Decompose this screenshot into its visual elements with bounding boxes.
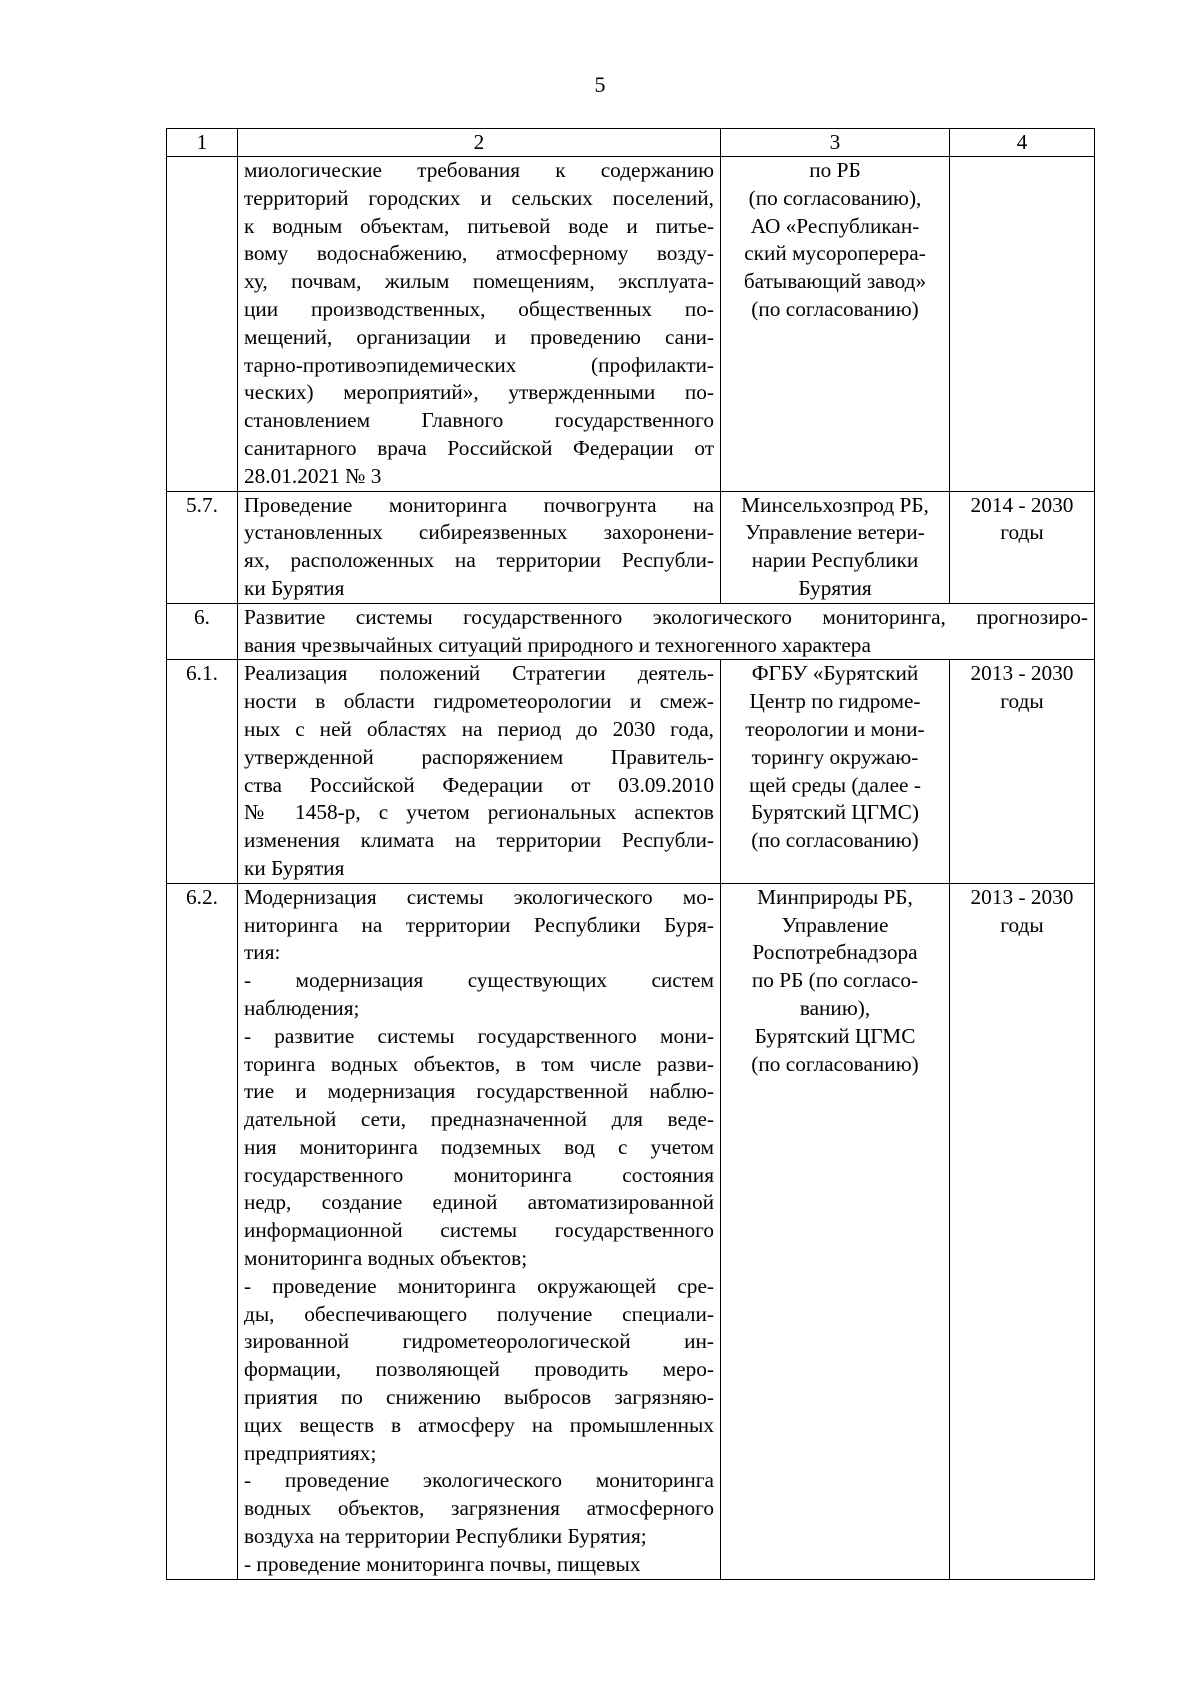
- table-row: [167, 157, 1095, 492]
- executor-line: торингу окружаю-: [751, 744, 919, 769]
- measure-text-line: тие и модернизация государственной наблю-: [244, 1079, 714, 1104]
- executor-line: Минприроды РБ,: [757, 884, 913, 909]
- executor-line: по РБ (по согласо-: [751, 968, 919, 993]
- measure-text-line: тия:: [244, 940, 281, 965]
- measure-text-line: дательной сети, предназначенной для веде-: [244, 1107, 714, 1132]
- measure-text-line: ства Российской Федерации от 03.09.2010: [244, 772, 714, 797]
- header-col-4: 4: [950, 129, 1095, 157]
- term-line: годы: [1000, 520, 1044, 545]
- measure-text-line: - развитие системы государственного мони-: [244, 1023, 714, 1048]
- executor-line: (по согласованию): [751, 1051, 919, 1076]
- section-title-line: Развитие системы государственного экологического мониторинга, прогнозиро-: [244, 604, 1088, 629]
- executor-line: Управление ветери-: [745, 520, 925, 545]
- measure-text-line: - проведение мониторинга окружающей сре-: [244, 1273, 714, 1298]
- measure-text-line: предприятиях;: [244, 1440, 377, 1465]
- measure-text-line: ки Бурятия: [244, 575, 345, 600]
- measure-text-line: мещений, организации и проведению сани-: [244, 324, 714, 349]
- measure-text-line: ниторинга на территории Республики Буря-: [244, 912, 714, 937]
- section-title-line: вания чрезвычайных ситуаций природного и техногенного характера: [244, 632, 871, 657]
- header-col-3: 3: [721, 129, 950, 157]
- header-col-2: 2: [238, 129, 721, 157]
- header-col-1: 1: [167, 129, 238, 157]
- measure-text-line: приятия по снижению выбросов загрязняю-: [244, 1385, 714, 1410]
- term: [950, 660, 1095, 883]
- executor-line: АО «Республикан-: [750, 213, 920, 238]
- measure-text-line: изменения климата на территории Республи-: [244, 828, 714, 853]
- executor-line: теорологии и мони-: [745, 716, 925, 741]
- measure-text-line: государственного мониторинга состояния: [244, 1162, 714, 1187]
- measure-text-line: миологические требования к содержанию: [244, 158, 714, 182]
- table-header-row: [167, 129, 1095, 157]
- executor-line: Центр по гидроме-: [749, 689, 921, 714]
- measure-text-line: становлением Главного государственного: [244, 408, 714, 433]
- executor: [721, 883, 950, 1579]
- measure-text-line: ции производственных, общественных по-: [244, 296, 714, 321]
- measure-text-line: формации, позволяющей проводить меро-: [244, 1357, 714, 1382]
- executor: [721, 491, 950, 603]
- executor-line: Управление: [781, 912, 889, 937]
- measure-text-line: недр, создание единой автоматизированной: [244, 1190, 714, 1215]
- table-row: [167, 603, 1095, 660]
- measure-text-line: ных с ней областях на период до 2030 года,: [244, 716, 714, 741]
- measure-text-line: зированной гидрометеорологической ин-: [244, 1329, 714, 1354]
- executor-line: по РБ: [809, 158, 861, 182]
- term-line: 2013 - 2030: [970, 661, 1074, 686]
- executor-line: нарии Республики: [751, 548, 919, 573]
- measure-text-line: утвержденной распоряжением Правитель-: [244, 744, 714, 769]
- measure-text-line: - модернизация существующих систем: [244, 968, 714, 993]
- executor-line: (по согласованию): [751, 828, 919, 853]
- row-number: [167, 157, 238, 492]
- measure-text-line: Реализация положений Стратегии деятель-: [244, 661, 714, 686]
- executor-line: Бурятский ЦГМС: [754, 1023, 916, 1048]
- table-row: [167, 660, 1095, 883]
- term: [950, 157, 1095, 492]
- measure-text-line: к водным объектам, питьевой воде и питье-: [244, 213, 714, 238]
- executor-line: (по согласованию): [751, 296, 919, 321]
- section-title: [238, 603, 1095, 660]
- executor-line: ФГБУ «Бурятский: [751, 661, 919, 686]
- row-number: 6.: [167, 603, 238, 660]
- executor: [721, 157, 950, 492]
- measure-text-line: тарно-противоэпидемических (профилакти-: [244, 352, 714, 377]
- term: [950, 491, 1095, 603]
- measures-table: [166, 128, 1095, 1580]
- measure-text-line: ческих) мероприятий», утвержденными по-: [244, 380, 714, 405]
- measure-text-line: вому водоснабжению, атмосферному возду-: [244, 241, 714, 266]
- measure-text-line: территорий городских и сельских поселений,: [244, 185, 714, 210]
- measure-text-line: санитарного врача Российской Федерации от: [244, 435, 714, 460]
- measure-text: [238, 157, 721, 492]
- executor-line: Бурятия: [798, 575, 872, 600]
- executor-line: батывающий завод»: [743, 269, 927, 294]
- executor: [721, 660, 950, 883]
- measure-text-line: мониторинга водных объектов;: [244, 1246, 528, 1271]
- executor-line: Роспотребнадзора: [752, 940, 918, 965]
- measure-text: [238, 491, 721, 603]
- term-line: годы: [1000, 912, 1044, 937]
- measure-text-line: информационной системы государственного: [244, 1218, 714, 1243]
- table-row: [167, 491, 1095, 603]
- executor-line: Минсельхозпрод РБ,: [741, 492, 929, 517]
- measure-text-line: щих веществ в атмосферу на промышленных: [244, 1412, 714, 1437]
- measure-text: [238, 883, 721, 1579]
- measure-text-line: торинга водных объектов, в том числе разви-: [244, 1051, 714, 1076]
- measure-text-line: воздуха на территории Республики Бурятия;: [244, 1524, 647, 1549]
- measure-text-line: ды, обеспечивающего получение специали-: [244, 1301, 714, 1326]
- measure-text-line: № 1458-р, с учетом региональных аспектов: [244, 800, 714, 825]
- measure-text-line: водных объектов, загрязнения атмосферного: [244, 1496, 714, 1521]
- row-number: 6.1.: [167, 660, 238, 883]
- measure-text-line: наблюдения;: [244, 995, 360, 1020]
- measure-text-line: 28.01.2021 № 3: [244, 463, 382, 488]
- measure-text-line: Модернизация системы экологического мо-: [244, 884, 714, 909]
- term: [950, 883, 1095, 1579]
- measure-text-line: - проведение мониторинга почвы, пищевых: [244, 1551, 641, 1576]
- term-line: 2013 - 2030: [970, 884, 1074, 909]
- measure-text-line: ху, почвам, жилым помещениям, эксплуата-: [244, 269, 714, 294]
- measure-text-line: ки Бурятия: [244, 855, 345, 880]
- executor-line: ский мусороперера-: [744, 241, 926, 266]
- term-line: 2014 - 2030: [970, 492, 1074, 517]
- executor-line: щей среды (далее -: [749, 772, 921, 797]
- executor-line: ванию),: [799, 995, 871, 1020]
- measure-text-line: установленных сибиреязвенных захоронени-: [244, 520, 714, 545]
- row-number: 5.7.: [167, 491, 238, 603]
- term-line: годы: [1000, 689, 1044, 714]
- executor-line: Бурятский ЦГМС): [751, 800, 919, 825]
- measure-text-line: - проведение экологического мониторинга: [244, 1468, 714, 1493]
- measure-text-line: ях, расположенных на территории Республи-: [244, 548, 714, 573]
- measure-text-line: ния мониторинга подземных вод с учетом: [244, 1134, 714, 1159]
- measure-text-line: Проведение мониторинга почвогрунта на: [244, 492, 714, 517]
- executor-line: (по согласованию),: [748, 185, 922, 210]
- row-number: 6.2.: [167, 883, 238, 1579]
- page-number: 5: [594, 72, 606, 97]
- measure-text: [238, 660, 721, 883]
- table-row: [167, 883, 1095, 1579]
- measure-text-line: ности в области гидрометеорологии и смеж-: [244, 689, 714, 714]
